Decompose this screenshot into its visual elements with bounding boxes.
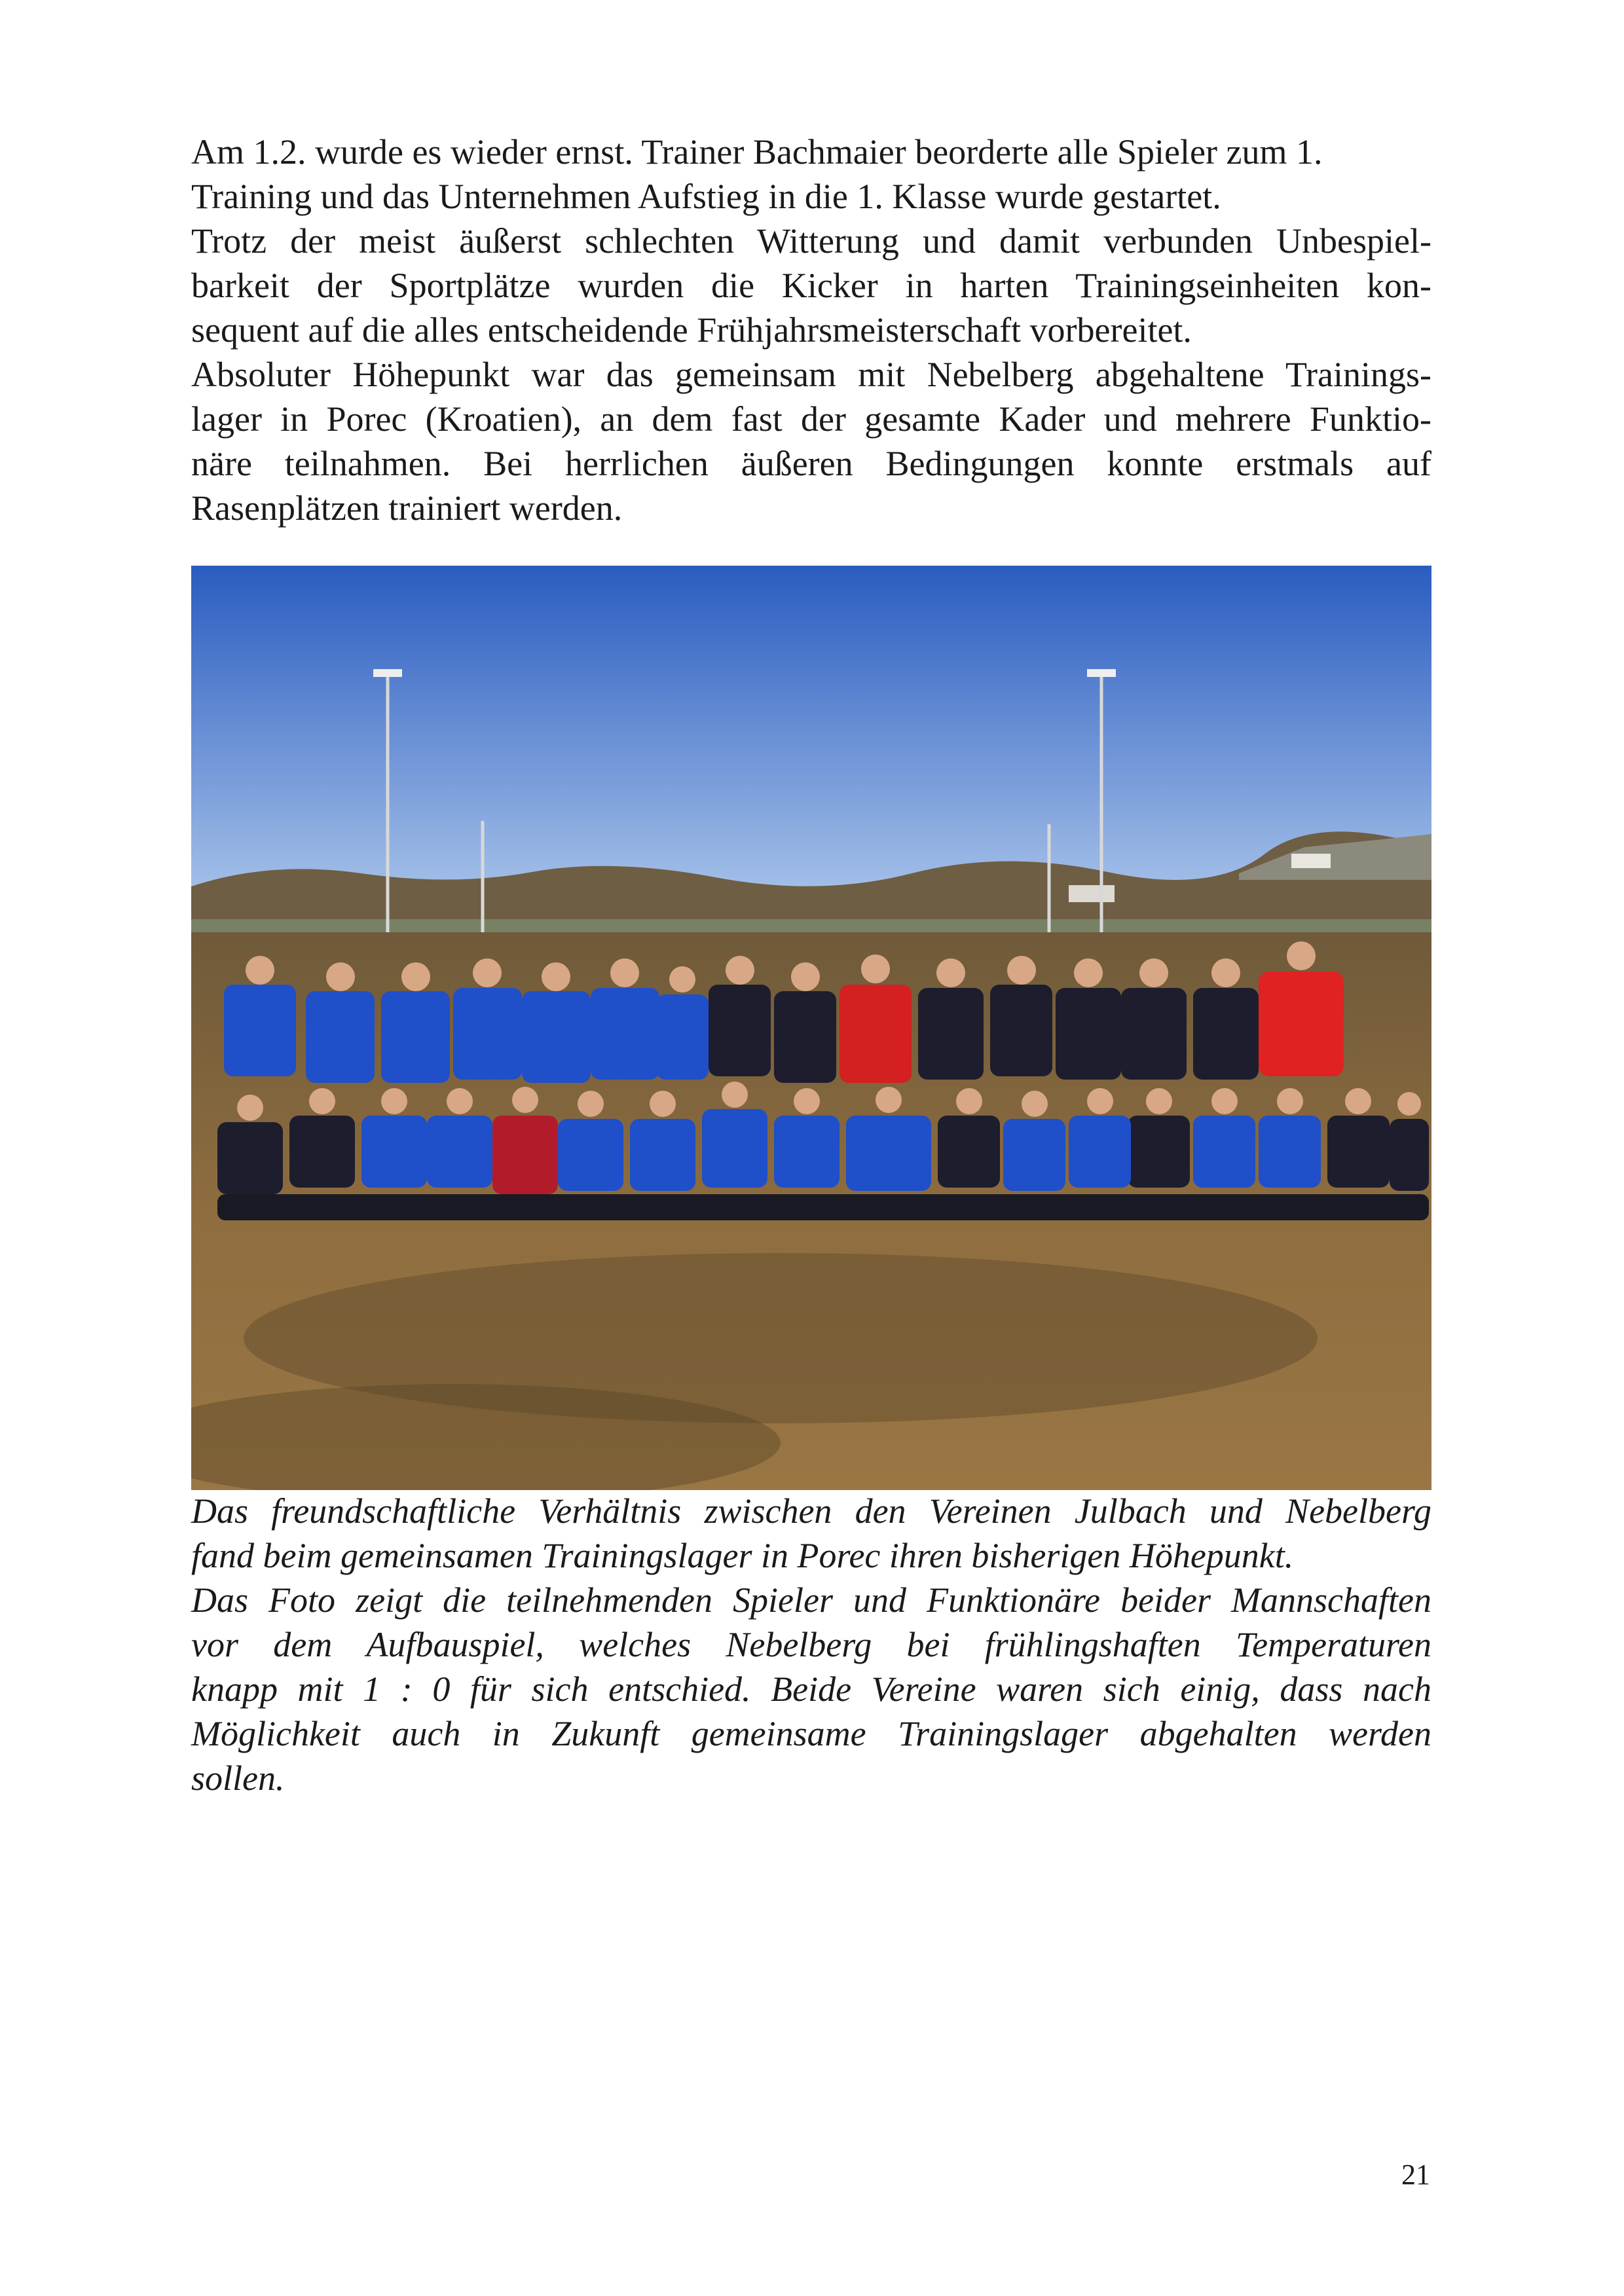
caption-line: knapp mit 1 : 0 für sich entschied. Beide Vereine waren sich einig, dass nach xyxy=(191,1669,1431,1709)
body-line: Training und das Unternehmen Aufstieg in die 1. Klasse wurde gestartet. xyxy=(191,177,1221,216)
body-line: Am 1.2. wurde es wieder ernst. Trainer Bachmaier beorderte alle Spieler zum 1. xyxy=(191,132,1323,172)
body-line: lager in Porec (Kroatien), an dem fast der gesamte Kader und mehrere Funktio- xyxy=(191,399,1431,439)
caption-line: vor dem Aufbauspiel, welches Nebelberg bei frühlingshaften Temperaturen xyxy=(191,1625,1431,1664)
body-line: Absoluter Höhepunkt war das gemeinsam mit Nebelberg abgehaltene Trainings- xyxy=(191,355,1431,394)
caption-line: fand beim gemeinsamen Trainingslager in Porec ihren bisherigen Höhepunkt. xyxy=(191,1536,1294,1575)
body-line: barkeit der Sportplätze wurden die Kicker in harten Trainingseinheiten kon- xyxy=(191,266,1431,305)
body-line: sequent auf die alles entscheidende Frühjahrsmeisterschaft vorbereitet. xyxy=(191,310,1192,350)
caption-line: Das freundschaftliche Verhältnis zwischen den Vereinen Julbach und Nebelberg xyxy=(191,1491,1431,1531)
body-line: Rasenplätzen trainiert werden. xyxy=(191,488,623,528)
caption-line: Das Foto zeigt die teilnehmenden Spieler und Funktionäre beider Mannschaften xyxy=(191,1580,1431,1620)
page-number: 21 xyxy=(1401,2159,1430,2191)
sky xyxy=(191,566,1431,906)
body-line: näre teilnahmen. Bei herrlichen äußeren Bedingungen konnte erstmals auf xyxy=(191,444,1431,483)
team-photo xyxy=(191,566,1431,1490)
caption-line: Möglichkeit auch in Zukunft gemeinsame Trainingslager abgehalten werden xyxy=(191,1714,1431,1753)
body-line: Trotz der meist äußerst schlechten Witterung und damit verbunden Unbespiel- xyxy=(191,221,1431,261)
caption-line: sollen. xyxy=(191,1758,285,1798)
